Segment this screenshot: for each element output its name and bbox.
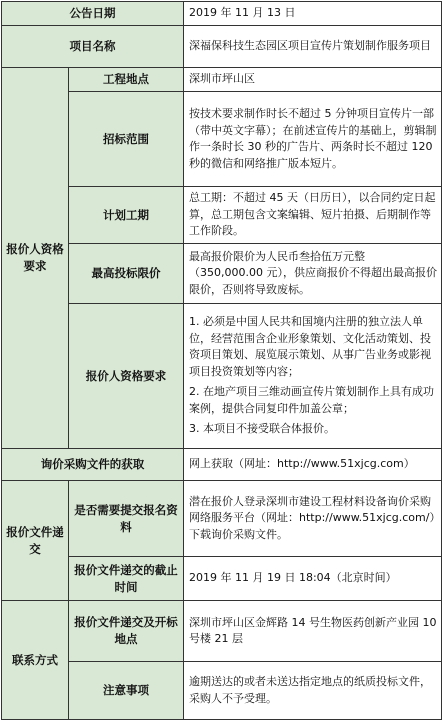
notes-value: 逾期送达的或者未送达指定地点的纸质投标文件，采购人不予受理。 xyxy=(184,662,442,720)
qualification-item: 3. 本项目不接受联合体报价。 xyxy=(189,422,335,436)
scope-label: 招标范围 xyxy=(69,92,184,187)
submission-label: 报价文件递交 xyxy=(2,481,69,601)
location-label: 工程地点 xyxy=(69,68,184,92)
qualification-label: 报价人资格要求 xyxy=(69,304,184,449)
scope-value: 按技术要求制作时长不超过 5 分钟项目宣传片一部（带中英文字幕）；在前述宣传片的基础上，剪辑制作一条时长 30 秒的广告片、两条时长不超过 120 秒的微信和网络推广版本短片。 xyxy=(184,92,442,187)
notes-label: 注意事项 xyxy=(69,662,184,720)
schedule-value: 总工期：不超过 45 天（日历日），以合同约定日起算，总工期包含文案编辑、短片拍摄、后期制作等工作阶段。 xyxy=(184,187,442,244)
place-value: 深圳市坪山区金辉路 14 号生物医药创新产业园 10 号楼 21 层 xyxy=(184,601,442,662)
bidder-requirements-label: 报价人资格要求 xyxy=(2,68,69,449)
inquiry-docs-value: 网上获取（网址：http://www.51xjcg.com） xyxy=(184,449,442,481)
deadline-label: 报价文件递交的截止时间 xyxy=(69,557,184,601)
row-announce-date xyxy=(2,2,442,26)
project-name-label: 项目名称 xyxy=(2,26,184,68)
inquiry-docs-label: 询价采购文件的获取 xyxy=(2,449,184,481)
row-place xyxy=(2,601,442,662)
qualification-value xyxy=(184,304,442,449)
need-signup-value: 潜在报价人登录深圳市建设工程材料设备询价采购网络服务平台（网址：http://www.51xjcg.com/）下载询价采购文件。 xyxy=(184,481,442,557)
max-price-value: 最高报价限价为人民币叁拾伍万元整（350,000.00 元），供应商报价不得超出最高报价限价，否则将导致废标。 xyxy=(184,244,442,304)
need-signup-label: 是否需要提交报名资料 xyxy=(69,481,184,557)
contact-label: 联系方式 xyxy=(2,601,69,720)
qualification-item: 1. 必须是中国人民共和国境内注册的独立法人单位，经营范围含企业形象策划、文化活动策划、投资项目策划、展览展示策划、从事广告业务或影视项目投资策划等内容； xyxy=(189,315,431,378)
deadline-value: 2019 年 11 月 19 日 18:04（北京时间） xyxy=(184,557,442,601)
announce-date-value: 2019 年 11 月 13 日 xyxy=(184,2,442,26)
row-inquiry-docs xyxy=(2,449,442,481)
max-price-label: 最高投标限价 xyxy=(69,244,184,304)
schedule-label: 计划工期 xyxy=(69,187,184,244)
qualification-item: 2. 在地产项目三维动画宣传片策划制作上具有成功案例，提供合同复印件加盖公章； xyxy=(189,385,434,415)
place-label: 报价文件递交及开标地点 xyxy=(69,601,184,662)
row-need-signup xyxy=(2,481,442,557)
row-project-name xyxy=(2,26,442,68)
tender-notice-table xyxy=(1,1,442,720)
project-name-value: 深福保科技生态园区项目宣传片策划制作服务项目 xyxy=(184,26,442,68)
row-location xyxy=(2,68,442,92)
location-value: 深圳市坪山区 xyxy=(184,68,442,92)
announce-date-label: 公告日期 xyxy=(2,2,184,26)
